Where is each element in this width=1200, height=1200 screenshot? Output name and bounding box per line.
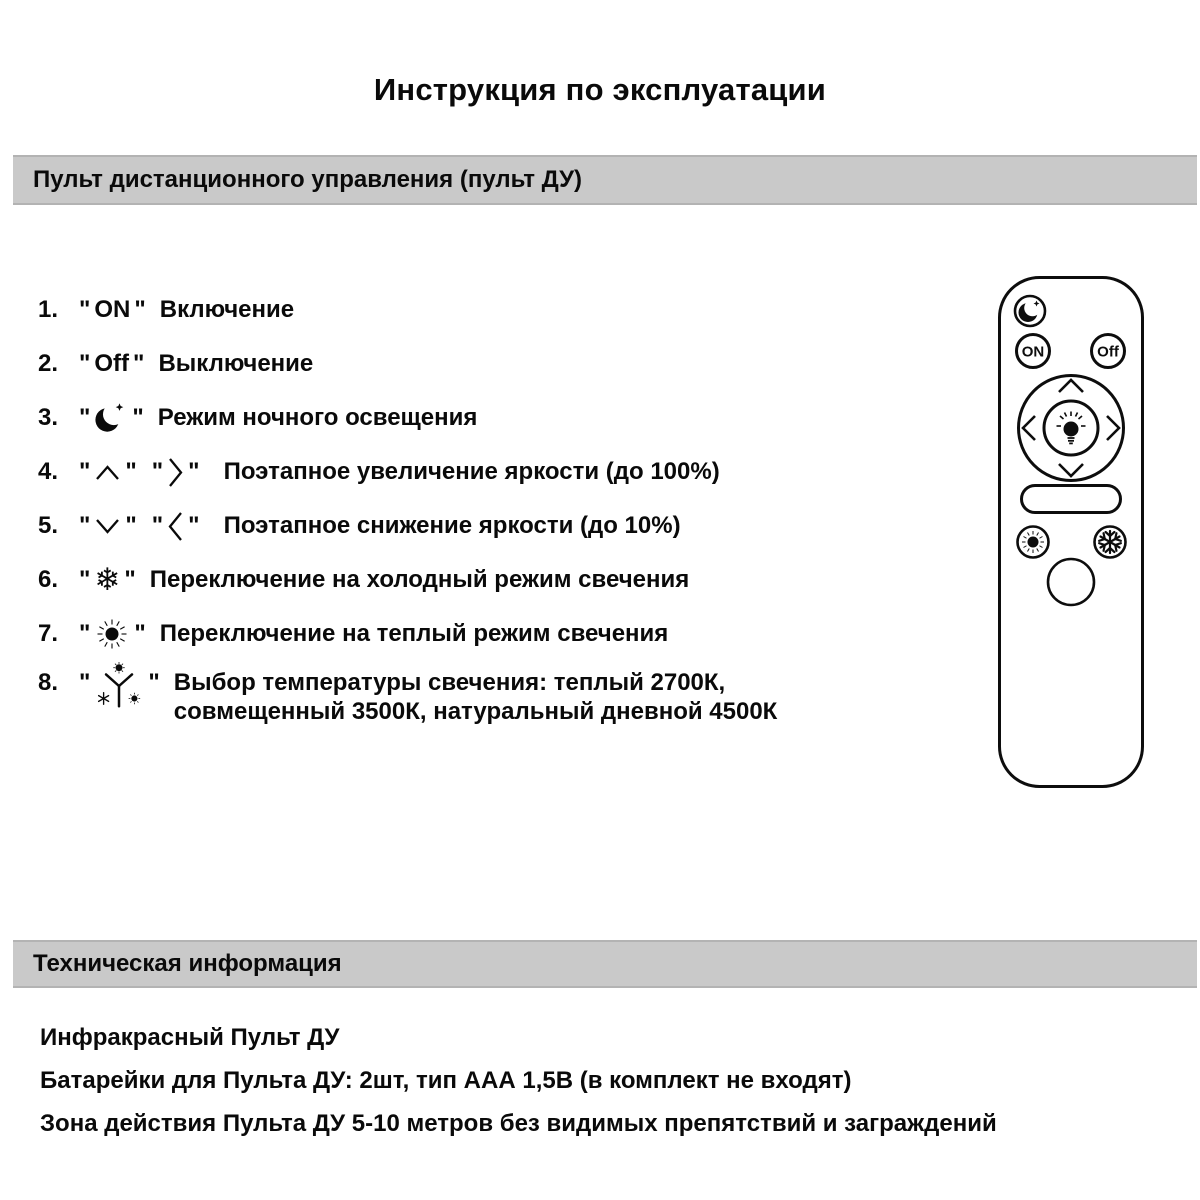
item-text-line2: совмещенный 3500К, натуральный дневной 4500К	[173, 698, 778, 725]
quote-mark: "	[79, 350, 91, 377]
section-header-remote	[13, 155, 1197, 205]
remote-on-label: ON	[1021, 343, 1045, 361]
item-text: Переключение на холодный режим свечения	[149, 566, 690, 593]
list-item	[38, 283, 958, 337]
quote-mark: "	[133, 350, 145, 377]
quote-mark: "	[79, 620, 91, 647]
list-item	[38, 391, 958, 445]
quote-mark: "	[79, 296, 91, 323]
item-number: 8.	[38, 669, 59, 696]
item-number: 7.	[38, 620, 59, 647]
remote-drawing	[997, 275, 1145, 789]
section-header-tech	[13, 940, 1197, 988]
item-text: Переключение на теплый режим свечения	[159, 620, 669, 647]
quote-mark: "	[79, 404, 91, 431]
remote-off-label: Off	[1097, 343, 1119, 361]
snowflake-icon: ❄	[94, 562, 121, 597]
item-text: Поэтапное снижение яркости (до 10%)	[223, 512, 681, 539]
remote-illustration	[997, 275, 1145, 789]
item-text: Поэтапное увеличение яркости (до 100%)	[223, 458, 720, 485]
item-number: 4.	[38, 458, 59, 485]
quote-mark: "	[188, 458, 200, 485]
item-text-line1: Выбор температуры свечения: теплый 2700К,	[173, 669, 726, 696]
item-number: 1.	[38, 296, 59, 323]
remote-instructions-list	[38, 283, 958, 726]
item-text: Выключение	[158, 350, 314, 377]
quote-mark: "	[79, 669, 91, 696]
item-number: 5.	[38, 512, 59, 539]
quote-mark: "	[79, 512, 91, 539]
item-text: Включение	[159, 296, 295, 323]
section-header-tech-label: Техническая информация	[33, 950, 342, 977]
quote-mark: "	[125, 512, 137, 539]
sun-icon	[94, 616, 130, 652]
item-text: Режим ночного освещения	[157, 404, 478, 431]
quote-mark: "	[188, 512, 200, 539]
item-number: 2.	[38, 350, 59, 377]
list-item	[38, 668, 958, 726]
page-title: Инструкция по эксплуатации	[373, 72, 827, 107]
item-text	[174, 668, 778, 726]
quote-mark: "	[134, 620, 146, 647]
crescent-moon-star-icon	[94, 401, 128, 435]
list-item	[38, 553, 958, 607]
button-label-off: Off	[94, 350, 130, 377]
button-label-on: ON	[94, 296, 131, 323]
item-number: 3.	[38, 404, 59, 431]
quote-mark: "	[148, 669, 160, 696]
temperature-select-icon	[94, 660, 144, 712]
quote-mark: "	[134, 296, 146, 323]
technical-info	[40, 1024, 997, 1153]
quote-mark: "	[132, 404, 144, 431]
list-item	[38, 445, 958, 499]
chevron-right-icon	[167, 456, 184, 489]
chevron-up-icon	[94, 464, 121, 481]
list-item	[38, 499, 958, 553]
section-header-remote-label: Пульт дистанционного управления (пульт ДУ)	[33, 166, 582, 193]
remote-warm-button	[1018, 527, 1049, 558]
tech-line: Инфракрасный Пульт ДУ	[40, 1024, 340, 1051]
quote-mark: "	[79, 458, 91, 485]
tech-line: Батарейки для Пульта ДУ: 2шт, тип ААА 1,5В (в комплект не входят)	[40, 1067, 852, 1094]
quote-mark: "	[125, 458, 137, 485]
tech-line: Зона действия Пульта ДУ 5-10 метров без видимых препятствий и заграждений	[40, 1110, 997, 1137]
chevron-down-icon	[94, 518, 121, 535]
list-item	[38, 607, 958, 661]
quote-mark: "	[151, 458, 164, 485]
list-item	[38, 337, 958, 391]
item-number: 6.	[38, 566, 59, 593]
quote-mark: "	[151, 512, 164, 539]
chevron-left-icon	[167, 510, 184, 543]
quote-mark: "	[79, 566, 91, 593]
quote-mark: "	[124, 566, 136, 593]
